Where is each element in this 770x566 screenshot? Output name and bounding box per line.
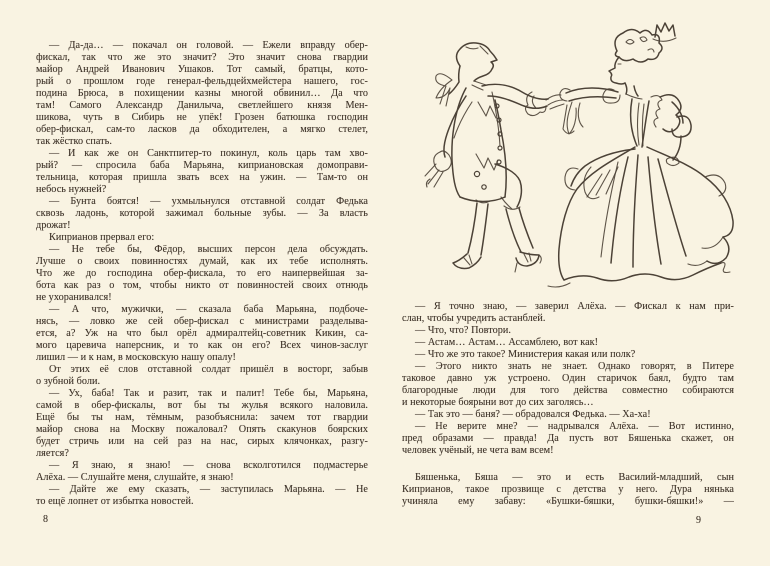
text-line: — Дайте же ему сказать, — заступилась Марьяна. — Не	[49, 484, 368, 495]
sketch-svg	[420, 6, 750, 293]
paragraph	[36, 388, 368, 460]
text-line: — Не тебе бы, Фёдор, высших персон дела обсуждать.	[49, 244, 368, 255]
text-line: — Что, что? Повтори.	[415, 325, 511, 336]
text-line: — Бунта боятся! — ухмыльнулся отставной солдат Федька	[49, 196, 368, 207]
text-line: — Да-да… — покачал он головой. — Ежели вправду обер-	[49, 40, 368, 51]
paragraph	[36, 484, 368, 508]
text-line: рый? — спросила баба Марьяна, киприановская домоправи-	[36, 160, 368, 171]
paragraph	[36, 196, 368, 232]
text-line: нясь, — ловко же сей обер-фискал с министрами разделыва-	[36, 316, 368, 327]
paragraph	[402, 421, 734, 457]
paragraph	[36, 304, 368, 364]
text-line: — Астам… Астам… Ассамблею, вот как!	[415, 337, 599, 348]
text-line: — Не верите мне? — надрывался Алёха. — Вот истинно,	[415, 421, 734, 432]
text-line: о зубной боли.	[36, 376, 101, 387]
text-line: Ещё бы ты нам, тёмным, разобъяснила: зачем тот гвардии	[36, 412, 368, 423]
text-line: Алёха. — Слушайте меня, слушайте, я знаю!	[36, 472, 234, 483]
text-line: От этих её слов отставной солдат пришёл в восторг, забыв	[49, 364, 368, 375]
text-line: небось нужней?	[36, 184, 107, 195]
joined-hands	[560, 88, 620, 134]
text-line: мого царевича наперсник, и то как он его? Всех чинов-заслуг	[36, 340, 368, 351]
paragraph	[402, 361, 734, 409]
paragraph	[402, 325, 734, 337]
text-line: Лучше о своих повинностях думай, как их тебе исполнять.	[36, 256, 368, 267]
text-line: — Я точно знаю, — заверил Алёха. — Фискал к нам при-	[415, 301, 734, 312]
paragraph	[402, 409, 734, 421]
text-line: Киприанов прервал его:	[49, 232, 155, 243]
text-line: благородные люди для того действа совместно собираются	[402, 385, 734, 396]
paragraph	[36, 232, 368, 244]
page-number-left: 8	[43, 514, 48, 525]
text-line: рый о прошлом годе генерал-фельдцейхмейстера нашего, гос-	[36, 76, 368, 87]
text-line: так жёстко спать.	[36, 136, 112, 147]
text-line: — Ух, баба! Так и разит, так и палит! Тебе бы, Марьяна,	[49, 388, 368, 399]
lady-figure	[548, 23, 733, 287]
text-line: там! Самого Александр Данилыча, светлейшего князя Мен-	[36, 100, 368, 111]
text-line: — Я знаю, я знаю! — снова всколготился подмастерье	[49, 460, 368, 471]
text-line: самой в обер-фискалы, вот бы ты жулья всякого наловила.	[36, 400, 368, 411]
right-page-text-column	[402, 301, 734, 508]
text-line: — Что же это такое? Министерия какая или полк?	[415, 349, 636, 360]
paragraph	[36, 148, 368, 196]
text-line: — Так это — баня? — обрадовался Федька. — Ха-ха!	[415, 409, 651, 420]
text-line: шикова, чуть в Сибирь не упёк! Грозен батюшка господин	[36, 112, 368, 123]
text-line: майор снова на Москву пожаловал? Опять скакунов боярских	[36, 424, 368, 435]
text-line: — Этого никто знать не знает. Однако говорят, в Питере	[415, 361, 734, 372]
text-line: ляется?	[36, 448, 69, 459]
text-line: Что же до господина обер-фискала, то его наипервейшая за-	[36, 268, 368, 279]
text-line: лишил — и к нам, в московскую нашу опалу!	[36, 352, 236, 363]
text-line: учиняла ему забаву: «Бушки-бяшки, бушки-бяшки!» —	[402, 496, 734, 507]
text-line: и некоторые боярыни вот до сих заголясь…	[402, 397, 594, 408]
text-line: дрожат!	[36, 220, 71, 231]
paragraph	[36, 460, 368, 484]
text-line: таковое давно уж устроено. Один старичок баял, будто там	[402, 373, 734, 384]
text-line: майор Андрей Иванович Ушаков. Тот самый, братцы, кото-	[36, 64, 368, 75]
paragraph	[402, 337, 734, 349]
paragraph	[36, 244, 368, 304]
text-line: — А что, мужички, — сказала баба Марьяна, подбоче-	[49, 304, 368, 315]
text-line: будет стричь или на сей раз на нас, сирых клячонках, разгу-	[36, 436, 368, 447]
text-line: то ещё лопнет от избытка новостей.	[36, 496, 194, 507]
paragraph	[402, 349, 734, 361]
text-line: Бяшенька, Бяша — это и есть Василий-младший, сын	[415, 472, 734, 483]
text-line: человек учёный, не чета вам всем!	[402, 445, 554, 456]
text-line: фискал, так что же это значит? Это значит снова гвардии	[36, 52, 368, 63]
couple-dance-sketch-illustration	[420, 6, 750, 293]
paragraph	[402, 301, 734, 325]
text-line: — И как же он Санктпитер-то покинул, коль царь там хво-	[49, 148, 368, 159]
text-line: тельница, которая пришла звать всех на ужин. — Там-то он	[36, 172, 368, 183]
paragraph	[36, 40, 368, 148]
text-line: обер-фискал, сам-то ласков да обходителен, а мягко стелет,	[36, 124, 368, 135]
text-line: не ухоранивался!	[36, 292, 112, 303]
page-number-right: 9	[696, 515, 701, 526]
text-line: слан, чтобы учредить астанблей.	[402, 313, 546, 324]
text-line: пред образами — правда! Да пусть вот Бяшенька скажет, он	[402, 433, 734, 444]
text-line: ется, а? Уж на что был орёл адмиралтейц-советник Кикин, са-	[36, 328, 368, 339]
paragraph	[402, 472, 734, 508]
paragraph	[36, 364, 368, 388]
text-line: подина Брюса, в похищении казны многой обвинил… Да что	[36, 88, 368, 99]
text-line: сквозь ладонь, которой зажимал больные зубы. — За власть	[36, 208, 368, 219]
text-line: бота как раз о том, чтобы никто от повинностей своих отнюдь	[36, 280, 368, 291]
left-page-text-column	[36, 40, 368, 508]
text-line: Киприанов, такое прозвище с детства у него. Дура нянька	[402, 484, 734, 495]
man-figure	[425, 43, 564, 272]
